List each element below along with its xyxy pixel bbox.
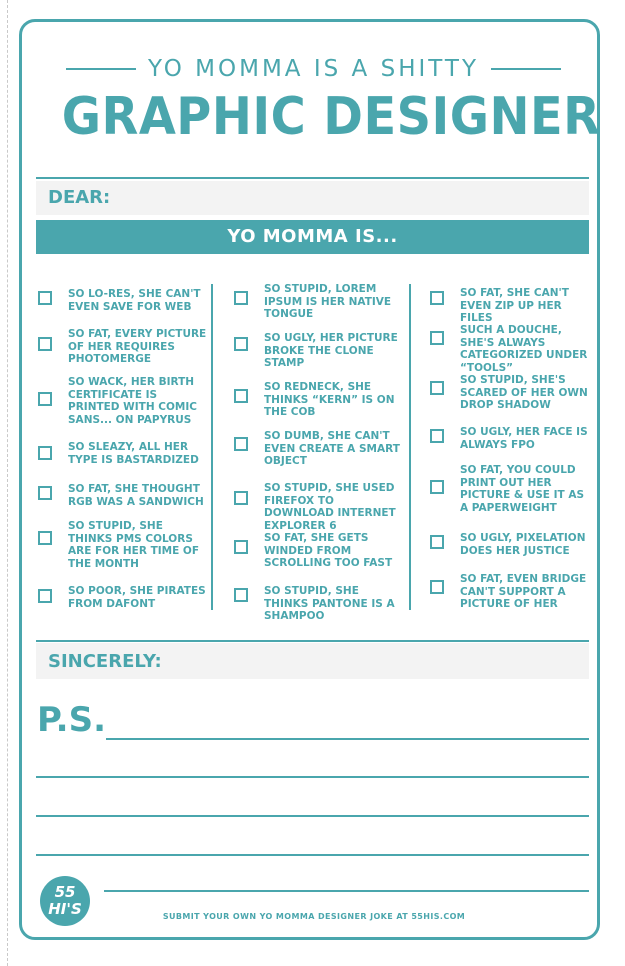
joke-checkbox[interactable] [38,486,52,500]
joke-label: SO STUPID, SHE THINKS PMS COLORS ARE FOR HER TIME OF THE MONTH [68,520,200,570]
logo-line-1: 55 [54,883,76,901]
joke-checkbox[interactable] [430,480,444,494]
joke-item [428,530,593,560]
ps-write-line[interactable] [104,890,589,892]
perforation-edge [7,0,8,966]
section-banner: YO MOMMA IS... [36,220,589,254]
joke-label: SO FAT, EVEN BRIDGE CAN'T SUPPORT A PICTURE OF HER [460,573,587,610]
joke-checkbox[interactable] [430,331,444,345]
joke-label: SO STUPID, SHE THINKS PANTONE IS A SHAMPOO [264,585,395,622]
joke-label: SO SLEAZY, ALL HER TYPE IS BASTARDIZED [68,441,199,466]
joke-item [232,281,404,321]
joke-label: SO STUPID, LOREM IPSUM IS HER NATIVE TONGUE [264,283,392,320]
joke-item [36,326,208,366]
column-divider [211,284,213,610]
joke-checkbox[interactable] [234,540,248,554]
joke-label: SO FAT, SHE THOUGHT RGB WAS A SANDWICH [68,483,204,508]
joke-item [36,481,208,511]
joke-item [232,428,404,468]
column-divider [409,284,411,610]
ps-write-line[interactable] [106,738,589,740]
joke-item [36,583,208,613]
ps-write-line[interactable] [36,854,589,856]
joke-label: SO WACK, HER BIRTH CERTIFICATE IS PRINTED WITH COMIC SANS... ON PAPYRUS [68,376,197,426]
joke-checkbox[interactable] [38,291,52,305]
joke-checkbox[interactable] [38,392,52,406]
joke-item [428,322,593,374]
joke-checkbox[interactable] [38,531,52,545]
joke-item [36,286,208,316]
joke-checkbox[interactable] [234,291,248,305]
ps-write-line[interactable] [36,776,589,778]
ps-write-line[interactable] [36,815,589,817]
joke-label: SO UGLY, HER FACE IS ALWAYS FPO [460,426,588,451]
ps-label: P.S. [37,700,106,740]
subtitle: YO MOMMA IS A SHITTY [147,56,480,82]
joke-label: SO REDNECK, SHE THINKS “KERN” IS ON THE COB [264,381,395,418]
joke-label: SO FAT, EVERY PICTURE OF HER REQUIRES PHOTOMERGE [68,328,207,365]
sincerely-label: SINCERELY: [48,651,162,672]
joke-checkbox[interactable] [38,446,52,460]
joke-column-3 [428,276,593,610]
joke-checkbox[interactable] [234,491,248,505]
joke-checkbox[interactable] [430,291,444,305]
subtitle-rule-left [66,68,136,70]
joke-item [36,374,208,428]
joke-item [428,571,593,611]
joke-column-1 [36,276,208,610]
joke-label: SO STUPID, SHE USED FIREFOX TO DOWNLOAD INTERNET EXPLORER 6 [264,482,396,532]
dear-label: DEAR: [48,187,111,208]
joke-item [36,518,208,572]
footer-note: SUBMIT YOUR OWN YO MOMMA DESIGNER JOKE AT 55HIS.COM [162,912,466,921]
joke-checkbox[interactable] [234,389,248,403]
joke-item [232,530,404,570]
joke-label: SO FAT, SHE CAN'T EVEN ZIP UP HER FILES [460,287,569,324]
joke-checkbox[interactable] [38,589,52,603]
joke-item [36,439,208,469]
joke-label: SUCH A DOUCHE, SHE'S ALWAYS CATEGORIZED UNDER “TOOLS” [460,324,588,374]
joke-item [232,379,404,419]
page-title: GRAPHIC DESIGNER [61,87,601,147]
joke-checkbox[interactable] [430,429,444,443]
joke-item [232,330,404,370]
joke-item [428,372,593,412]
divider-middle [36,640,589,642]
joke-label: SO DUMB, SHE CAN'T EVEN CREATE A SMART OBJECT [264,430,400,467]
joke-label: SO UGLY, PIXELATION DOES HER JUSTICE [460,532,586,557]
joke-label: SO FAT, SHE GETS WINDED FROM SCROLLING TOO FAST [264,532,393,569]
sincerely-field[interactable] [36,643,589,679]
joke-label: SO LO-RES, SHE CAN'T EVEN SAVE FOR WEB [68,288,201,313]
joke-checkbox[interactable] [234,588,248,602]
joke-item [232,480,404,532]
logo-line-2: HI'S [48,900,82,918]
joke-checkbox[interactable] [430,535,444,549]
joke-item [428,285,593,324]
brand-logo [40,876,90,926]
joke-checkbox[interactable] [38,337,52,351]
joke-label: SO STUPID, SHE'S SCARED OF HER OWN DROP SHADOW [460,374,588,411]
joke-checkbox[interactable] [234,437,248,451]
joke-column-2 [232,276,404,622]
divider-top [36,177,589,179]
joke-checkbox[interactable] [430,381,444,395]
joke-label: SO FAT, YOU COULD PRINT OUT HER PICTURE & USE IT AS A PAPERWEIGHT [460,464,585,514]
joke-item [428,462,593,516]
joke-label: SO POOR, SHE PIRATES FROM DAFONT [68,585,206,610]
joke-item [428,424,593,454]
subtitle-rule-right [491,68,561,70]
joke-label: SO UGLY, HER PICTURE BROKE THE CLONE STAMP [264,332,398,369]
subtitle-row [66,56,561,82]
joke-item [232,583,404,622]
joke-checkbox[interactable] [234,337,248,351]
dear-field[interactable] [36,181,589,215]
joke-checkbox[interactable] [430,580,444,594]
